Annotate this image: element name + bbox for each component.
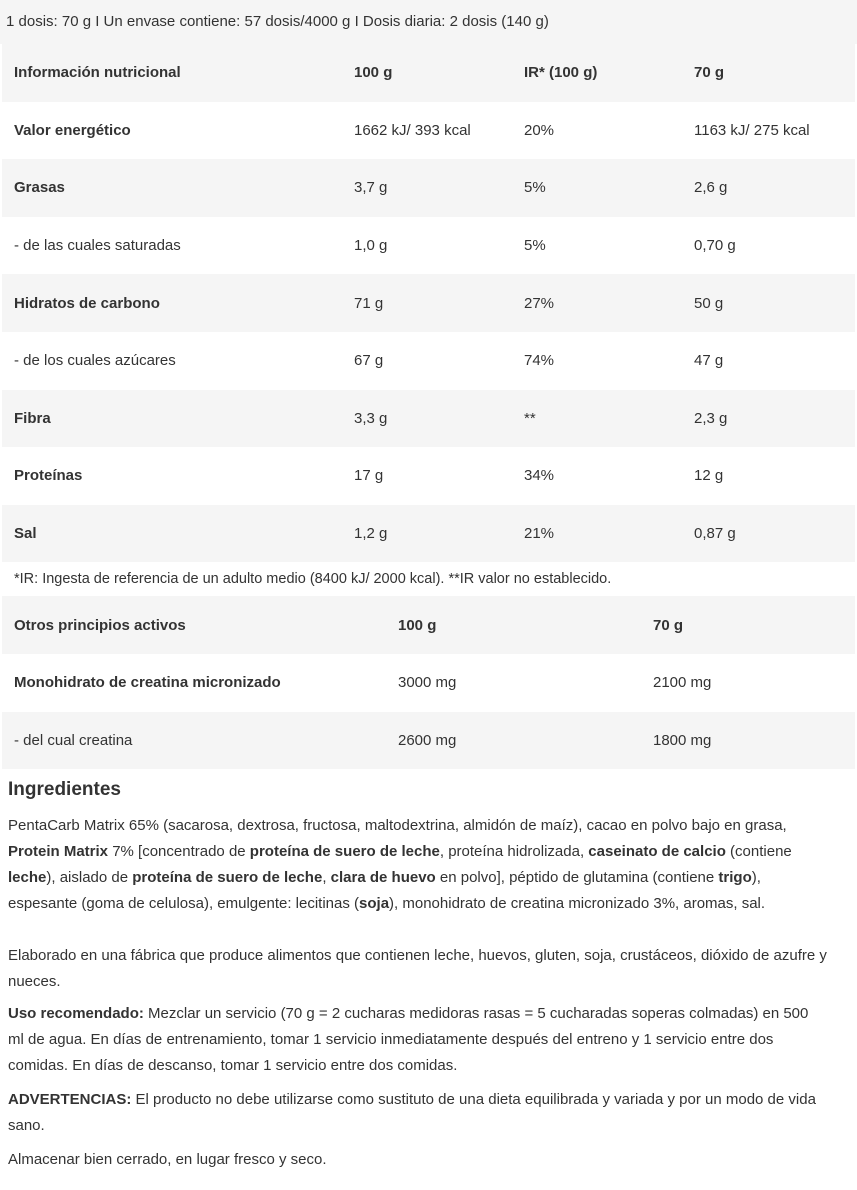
usage-text: Mezclar un servicio (70 g = 2 cucharas medidoras rasas = 5 cucharadas soperas colmadas) en 500 ml de agua. En días de entrenamiento, tomar 1 servicio inmediatamente después del entreno y 1 servicio entre dos comidas. En días de descanso, tomar 1 servicio entre dos comidas. [8,1005,809,1075]
nutrient-name: Fibra [14,409,51,427]
value-ir: 5% [524,237,546,255]
nutrient-name: Grasas [14,179,65,197]
header-70g: 70 g [694,64,725,82]
active-value-70g: 1800 mg [653,731,712,749]
active-name: Monohidrato de creatina micronizado [14,674,281,692]
value-70g: 2,6 g [694,179,728,197]
value-ir: 5% [524,179,546,197]
nutrient-name: Valor energético [14,121,131,139]
actives-header-row [2,596,855,654]
value-ir: 34% [524,467,555,485]
active-value-100g: 3000 mg [398,674,457,692]
ingredient-highlight: clara de huevo [330,869,436,887]
actives-row [2,712,855,770]
actives-row [2,654,855,712]
active-value-70g: 2100 mg [653,674,712,692]
value-100g: 1662 kJ/ 393 kcal [354,121,471,139]
nutrition-header-row [2,44,855,102]
warnings-label: ADVERTENCIAS: [8,1091,132,1109]
ingredient-segment: en polvo], péptido de glutamina (contiene [435,869,719,887]
ingredient-segment: ), monohidrato de creatina micronizado 3%, aromas, sal. [389,895,766,913]
ir-footnote: *IR: Ingesta de referencia de un adulto medio (8400 kJ/ 2000 kcal). **IR valor no establecido. [0,562,857,596]
ingredient-segment: (contiene [725,843,792,861]
nutrition-row [2,274,855,332]
value-100g: 71 g [354,294,384,312]
header-nutrition: Información nutricional [14,64,181,82]
ingredient-segment: , [322,869,331,887]
header-actives: Otros principios activos [14,616,186,634]
value-ir: 74% [524,352,555,370]
ingredient-segment: 7% [concentrado de [108,843,250,861]
usage-label: Uso recomendado: [8,1005,144,1023]
ingredient-segment: ), espesante (goma de celulosa), emulgente: lecitinas ( [8,869,761,913]
ingredient-segment: ), aislado de [46,869,133,887]
ingredient-segment: PentaCarb Matrix 65% (sacarosa, dextrosa, fructosa, maltodextrina, almidón de maíz), cacao en polvo bajo en grasa, [8,817,787,835]
value-ir: ** [524,409,536,427]
nutrition-row [2,332,855,390]
value-ir: 20% [524,121,555,139]
value-70g: 2,3 g [694,409,728,427]
nutrition-row [2,102,855,160]
value-100g: 1,0 g [354,237,388,255]
ingredient-highlight: caseinato de calcio [588,843,726,861]
ingredients-text [0,813,857,917]
active-name: - del cual creatina [14,731,133,749]
value-100g: 67 g [354,352,384,370]
value-100g: 1,2 g [354,525,388,543]
nutrition-row [2,505,855,563]
nutrient-name: Sal [14,525,37,543]
active-value-100g: 2600 mg [398,731,457,749]
header-actives-100g: 100 g [398,616,437,634]
factory-allergen-note: Elaborado en una fábrica que produce alimentos que contienen leche, huevos, gluten, soja, crustáceos, dióxido de azufre y nueces. [8,947,827,991]
value-70g: 0,70 g [694,237,736,255]
ingredient-highlight: proteína de suero de leche [132,869,323,887]
ingredient-highlight: leche [8,869,47,887]
nutrition-table [2,44,855,562]
ingredients-heading: Ingredientes [8,779,121,801]
nutrition-row [2,390,855,448]
nutrition-row [2,159,855,217]
nutrient-name: - de los cuales azúcares [14,352,176,370]
ingredient-highlight: trigo [718,869,752,887]
usage-paragraph [0,1001,857,1079]
value-ir: 27% [524,294,555,312]
value-70g: 1163 kJ/ 275 kcal [694,121,810,139]
storage-note: Almacenar bien cerrado, en lugar fresco y seco. [8,1151,327,1169]
nutrient-name: Proteínas [14,467,83,485]
value-70g: 50 g [694,294,724,312]
nutrition-row [2,217,855,275]
value-100g: 3,7 g [354,179,388,197]
ingredient-highlight: soja [359,895,390,913]
dose-summary: 1 dosis: 70 g I Un envase contiene: 57 dosis/4000 g I Dosis diaria: 2 dosis (140 g) [0,0,857,44]
header-actives-70g: 70 g [653,616,684,634]
warnings-paragraph [0,1087,857,1139]
value-100g: 3,3 g [354,409,388,427]
actives-table [2,596,855,769]
nutrition-row [2,447,855,505]
header-ir: IR* (100 g) [524,64,598,82]
header-100g: 100 g [354,64,393,82]
nutrient-name: Hidratos de carbono [14,294,160,312]
value-70g: 47 g [694,352,724,370]
nutrient-name: - de las cuales saturadas [14,237,181,255]
ingredient-highlight: proteína de suero de leche [249,843,440,861]
warnings-text: El producto no debe utilizarse como sustituto de una dieta equilibrada y variada y por un modo de vida sano. [8,1091,816,1135]
value-70g: 12 g [694,467,724,485]
ingredient-highlight: Protein Matrix [8,843,109,861]
value-ir: 21% [524,525,555,543]
value-100g: 17 g [354,467,384,485]
value-70g: 0,87 g [694,525,736,543]
ingredient-segment: , proteína hidrolizada, [439,843,589,861]
